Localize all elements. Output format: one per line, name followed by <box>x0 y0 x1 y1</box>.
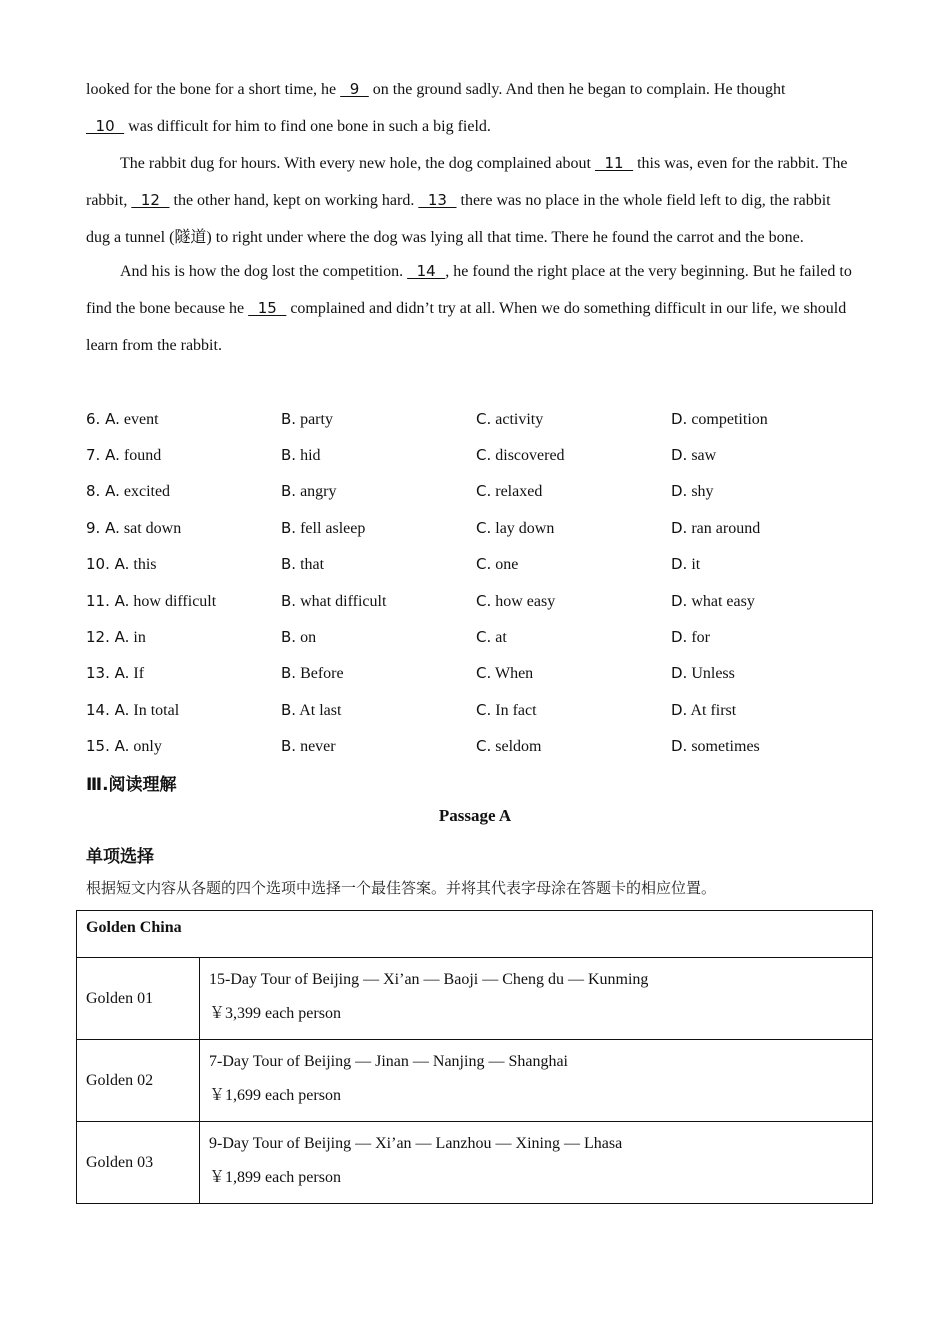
option-b: B. Before <box>281 664 344 683</box>
option-a: 9. A. sat down <box>86 518 182 537</box>
blank-9: 9 <box>340 80 369 98</box>
question-row <box>86 437 876 473</box>
question-row <box>86 474 876 510</box>
question-row <box>86 510 876 546</box>
option-c: C. seldom <box>476 737 542 756</box>
option-c: C. In fact <box>476 700 537 719</box>
option-c: C. relaxed <box>476 482 543 501</box>
question-row <box>86 583 876 619</box>
option-d: D. for <box>671 628 710 647</box>
option-d: D. shy <box>671 482 714 501</box>
option-d: D. saw <box>671 446 717 465</box>
option-c: C. one <box>476 555 519 574</box>
question-row <box>86 656 876 692</box>
option-c: C. how easy <box>476 591 556 610</box>
option-c: C. discovered <box>476 446 565 465</box>
question-row <box>86 729 876 765</box>
tour-price: ￥1,899 each person <box>209 1169 341 1186</box>
option-d: D. sometimes <box>671 737 760 756</box>
option-a: 15. A. only <box>86 737 162 756</box>
passage-title: Passage A <box>438 806 512 825</box>
option-b: B. never <box>281 737 336 756</box>
tour-details <box>200 958 873 1040</box>
option-a: 7. A. found <box>86 446 162 465</box>
option-c: C. lay down <box>476 518 555 537</box>
blank-10: 10 <box>86 117 125 135</box>
option-b: B. party <box>281 409 333 428</box>
blank-13: 13 <box>418 191 457 209</box>
answer-options <box>86 401 876 765</box>
option-b: B. on <box>281 628 317 647</box>
tour-route: 15-Day Tour of Beijing — Xi’an — Baoji — Cheng du — Kunming <box>209 971 649 988</box>
option-b: B. At last <box>281 700 342 719</box>
option-b: B. fell asleep <box>281 518 366 537</box>
question-type-heading: 单项选择 <box>86 847 154 867</box>
blank-12: 12 <box>131 191 170 209</box>
question-row <box>86 401 876 437</box>
blank-14: 14 <box>407 262 446 280</box>
question-row <box>86 619 876 655</box>
question-row <box>86 692 876 728</box>
option-a: 14. A. In total <box>86 700 180 719</box>
cloze-passage <box>86 71 856 364</box>
option-a: 12. A. in <box>86 628 146 647</box>
passage-paragraph-3: And his is how the dog lost the competition. 14 , he found the right place at the very beginning. But he failed to find the bone because he 15 complained and didn’t try at all. When we do something difficult in our life, we should learn from the rabbit. <box>86 262 852 354</box>
tour-route: 9-Day Tour of Beijing — Xi’an — Lanzhou — Xining — Lhasa <box>209 1135 623 1152</box>
tour-table <box>76 910 873 1204</box>
option-c: C. activity <box>476 409 544 428</box>
option-b: B. hid <box>281 446 321 465</box>
tour-price: ￥1,699 each person <box>209 1087 341 1104</box>
option-a: 10. A. this <box>86 555 157 574</box>
blank-15: 15 <box>248 299 287 317</box>
option-a: 11. A. how difficult <box>86 591 217 610</box>
option-a: 13. A. If <box>86 664 145 683</box>
blank-11: 11 <box>594 154 634 172</box>
tour-name: Golden 02 <box>77 1040 200 1122</box>
tour-price: ￥3,399 each person <box>209 1005 341 1022</box>
option-b: B. that <box>281 555 325 574</box>
tour-details <box>200 1122 873 1204</box>
option-d: D. ran around <box>671 518 761 537</box>
table-title: Golden China <box>77 911 873 958</box>
instruction-text: 根据短文内容从各题的四个选项中选择一个最佳答案。并将其代表字母涂在答题卡的相应位置。 <box>86 879 717 897</box>
option-a: 6. A. event <box>86 409 159 428</box>
table-row <box>77 958 873 1040</box>
table-row <box>77 1040 873 1122</box>
option-b: B. angry <box>281 482 337 501</box>
passage-paragraph-1: looked for the bone for a short time, he 9 on the ground sadly. And then he began to complain. He thought 10 was difficult for him to find one bone in such a big field. <box>86 80 786 135</box>
table-header-row <box>77 911 873 958</box>
option-c: C. at <box>476 628 507 647</box>
option-a: 8. A. excited <box>86 482 171 501</box>
option-d: D. At first <box>671 700 737 719</box>
passage-paragraph-2: The rabbit dug for hours. With every new hole, the dog complained about 11 this was, even for the rabbit. The rabbit, 12 the other hand, kept on working hard. 13 there was no place in the whole field left to dig, the rabbit dug a tunnel (隧道) to right under where the dog was lying all that time. There he found the carrot and the bone. <box>86 154 848 246</box>
option-d: D. competition <box>671 409 768 428</box>
option-d: D. what easy <box>671 591 755 610</box>
option-c: C. When <box>476 664 534 683</box>
tour-name: Golden 03 <box>77 1122 200 1204</box>
option-b: B. what difficult <box>281 591 387 610</box>
tour-name: Golden 01 <box>77 958 200 1040</box>
tour-details <box>200 1040 873 1122</box>
table-row <box>77 1122 873 1204</box>
option-d: D. it <box>671 555 701 574</box>
tour-route: 7-Day Tour of Beijing — Jinan — Nanjing — Shanghai <box>209 1053 568 1070</box>
option-d: D. Unless <box>671 664 735 683</box>
question-row <box>86 547 876 583</box>
section-heading: Ⅲ.阅读理解 <box>86 775 177 795</box>
